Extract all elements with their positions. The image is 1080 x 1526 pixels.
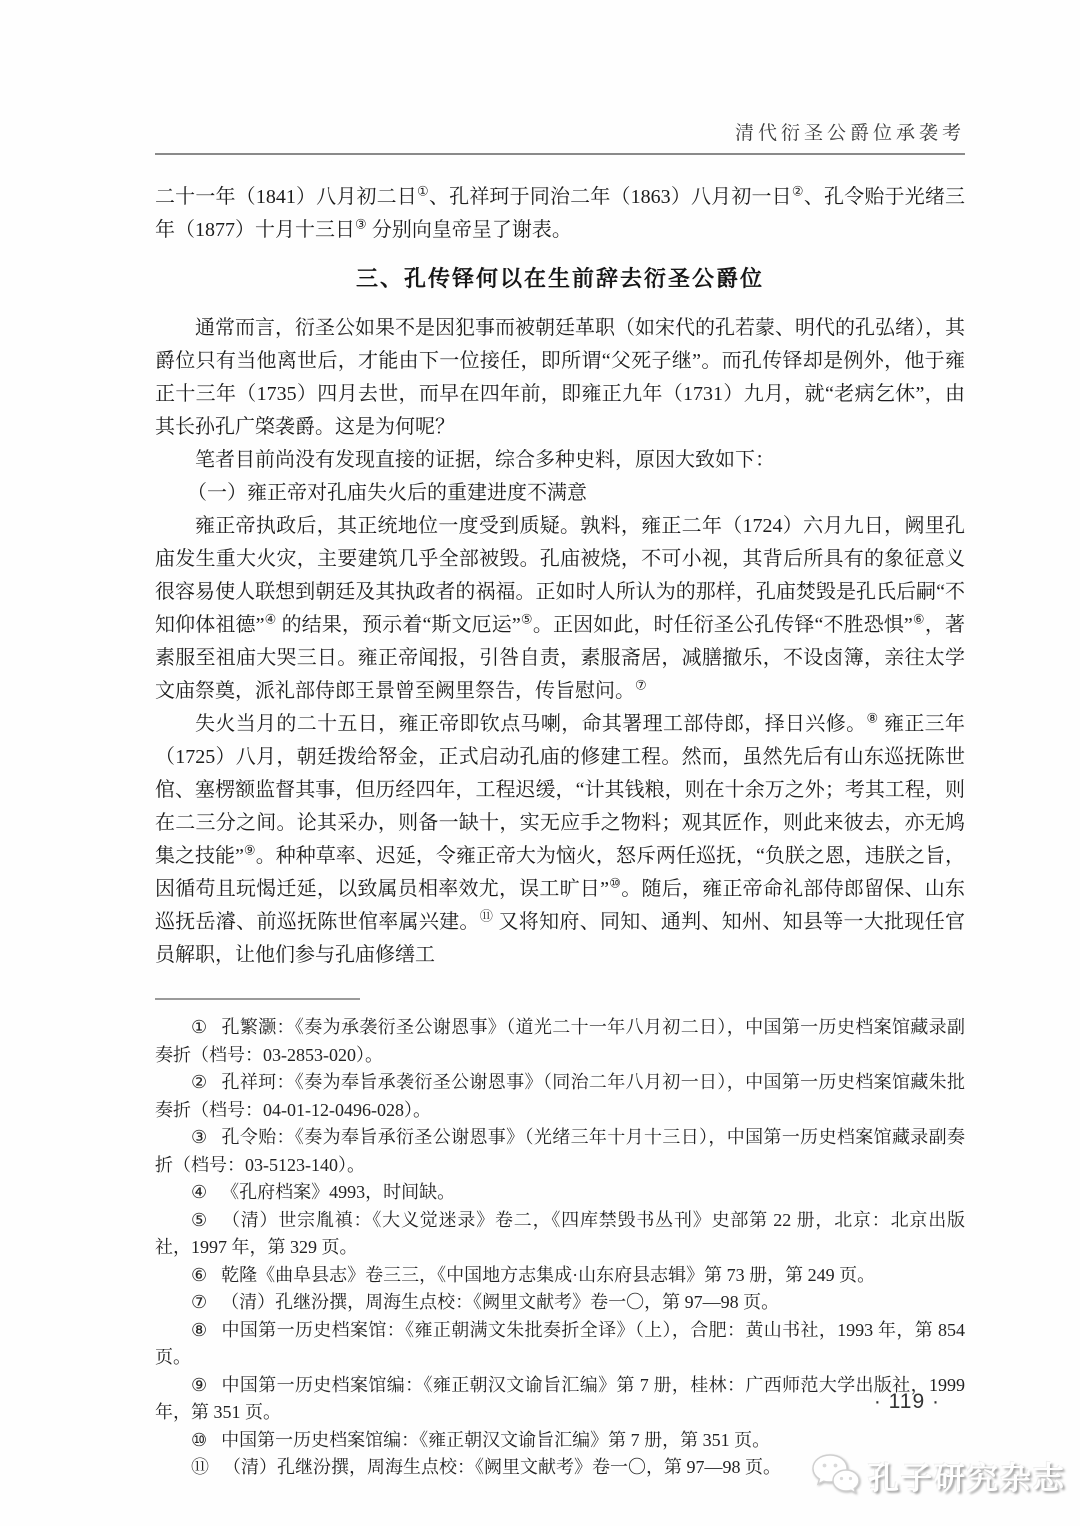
paragraph: 通常而言，衍圣公如果不是因犯事而被朝廷革职（如宋代的孔若蒙、明代的孔弘绪），其爵位只有当他离世后，才能由下一位接任，即所谓“父死子继”。而孔传铎却是例外，他于雍正十三年（1735）四月去世，而早在四年前，即雍正九年（1731）九月，就“老病乞休”，由其长孙孔广棨袭爵。这是为何呢？ [155, 317, 965, 438]
footnote-text: 孔祥珂：《奏为奉旨承袭衍圣公谢恩事》（同治二年八月初一日），中国第一历史档案馆藏朱批奏折（档号：04-01-12-0496-028）。 [155, 1072, 966, 1120]
footnote-item [155, 1262, 965, 1290]
footnotes-section [155, 998, 965, 1482]
footnote-text: 孔繁灏：《奏为承袭衍圣公谢恩事》（道光二十一年八月初二日），中国第一历史档案馆藏录副奏折（档号：03-2853-020）。 [155, 1017, 966, 1065]
footnote-text: 《孔府档案》4993，时间缺。 [221, 1182, 456, 1202]
footnote-marker: ③ [191, 1127, 208, 1147]
article-body [155, 181, 965, 972]
footnote-marker: ⑧ [191, 1319, 208, 1340]
journal-watermark [810, 1452, 1066, 1498]
footnote-marker: ① [191, 1017, 208, 1037]
page-header [155, 118, 965, 155]
text-block [155, 118, 965, 1482]
footnote-text: （清）世宗胤禛：《大义觉迷录》卷二，《四库禁毁书丛刊》史部第 22 册，北京：北京出版社，1997 年，第 329 页。 [155, 1209, 966, 1257]
footnote-item [155, 1207, 965, 1262]
footnote-marker: ② [191, 1072, 208, 1092]
footnote-item [155, 1289, 965, 1317]
footnote-marker: ⑦ [191, 1292, 208, 1312]
footnote-item [155, 1372, 965, 1427]
paragraph: 笔者目前尚没有发现直接的证据，综合多种史料，原因大致如下： [195, 449, 775, 471]
footnote-text: 孔令贻：《奏为奉旨承衍圣公谢恩事》（光绪三年十月十三日），中国第一历史档案馆藏录副奏折（档号：03-5123-140）。 [155, 1127, 966, 1175]
running-header-title: 清代衍圣公爵位承袭考 [734, 123, 965, 144]
footnote-marker: ⑨ [191, 1374, 208, 1395]
paragraph-continuation: 二十一年（1841）八月初二日①、孔祥珂于同治二年（1863）八月初一日②、孔令贻于光绪三年（1877）十月十三日③ 分别向皇帝呈了谢表。 [155, 183, 966, 241]
footnote-item [155, 1124, 965, 1179]
footnote-text: 中国第一历史档案馆编：《雍正朝汉文谕旨汇编》第 7 册，第 351 页。 [221, 1429, 771, 1450]
page-number: · 119 · [873, 1390, 940, 1413]
sub-heading: （一）雍正帝对孔庙失火后的重建进度不满意 [187, 482, 587, 504]
paragraph: 雍正帝执政后，其正统地位一度受到质疑。孰料，雍正二年（1724）六月九日，阙里孔庙发生重大火灾，主要建筑几乎全部被毁。孔庙被烧，不可小视，其背后所具有的象征意义很容易使人联想到朝廷及其执政者的祸福。正如时人所认为的那样，孔庙焚毁是孔氏后嗣“不知仰体祖德”④ 的结果，预示着“斯文厄运”⑤。正因如此，时任衍圣公孔传铎“不胜恐惧”⑥，著素服至祖庙大哭三日。雍正帝闻报，引咎自责，素服斋居，减膳撤乐，不设卤簿，亲往太学文庙祭奠，派礼部侍郎王景曾至阙里祭告，传旨慰问。⑦ [155, 515, 965, 702]
footnote-marker: ⑪ [191, 1457, 209, 1477]
footnote-text: 乾隆《曲阜县志》卷三三，《中国地方志集成·山东府县志辑》第 73 册，第 249 页。 [221, 1264, 876, 1285]
wechat-icon [810, 1452, 862, 1498]
footnote-item [155, 1317, 965, 1372]
footnote-item [155, 1014, 965, 1069]
footnote-marker: ⑤ [191, 1209, 208, 1230]
footnote-marker: ⑥ [191, 1264, 208, 1285]
footnote-text: 中国第一历史档案馆：《雍正朝满文朱批奏折全译》（上），合肥：黄山书社，1993 年，第 854 页。 [155, 1319, 965, 1367]
footnote-marker: ④ [191, 1182, 208, 1202]
section-heading: 三、孔传铎何以在生前辞去衍圣公爵位 [355, 266, 764, 291]
watermark-text: 孔子研究杂志 [868, 1460, 1066, 1496]
footnote-marker: ⑩ [191, 1429, 208, 1450]
footnote-text: 中国第一历史档案馆编：《雍正朝汉文谕旨汇编》第 7 册，桂林：广西师范大学出版社，1999 年，第 351 页。 [155, 1374, 965, 1422]
footnote-item [155, 1427, 965, 1455]
header-rule [155, 153, 965, 155]
footnote-text: （清）孔继汾撰，周海生点校：《阙里文献考》卷一〇，第 97—98 页。 [221, 1292, 780, 1312]
paragraph: 失火当月的二十五日，雍正帝即钦点马喇，命其署理工部侍郎，择日兴修。⑧ 雍正三年（1725）八月，朝廷拨给帑金，正式启动孔庙的修建工程。然而，虽然先后有山东巡抚陈世倌、塞楞额监督其事，但历经四年，工程迟缓，“计其钱粮，则在十余万之外；考其工程，则在二三分之间。论其采办，则备一缺十，实无应手之物料；观其匠作，则此来彼去，亦无鸠集之技能”⑨。种种草率、迟延，令雍正帝大为恼火，怒斥两任巡抚，“负朕之恩，违朕之旨，因循苟且玩愒迁延，以致属员相率效尤，误工旷日”⑩。随后，雍正帝命礼部侍郎留保、山东巡抚岳濬、前巡抚陈世倌率属兴建。⑪ 又将知府、同知、通判、知州、知县等一大批现任官员解职，让他们参与孔庙修缮工 [155, 710, 966, 966]
footnote-item [155, 1069, 965, 1124]
footnote-text: （清）孔继汾撰，周海生点校：《阙里文献考》卷一〇，第 97—98 页。 [223, 1457, 781, 1477]
footnote-separator [155, 998, 360, 1000]
footnote-item [155, 1179, 965, 1207]
